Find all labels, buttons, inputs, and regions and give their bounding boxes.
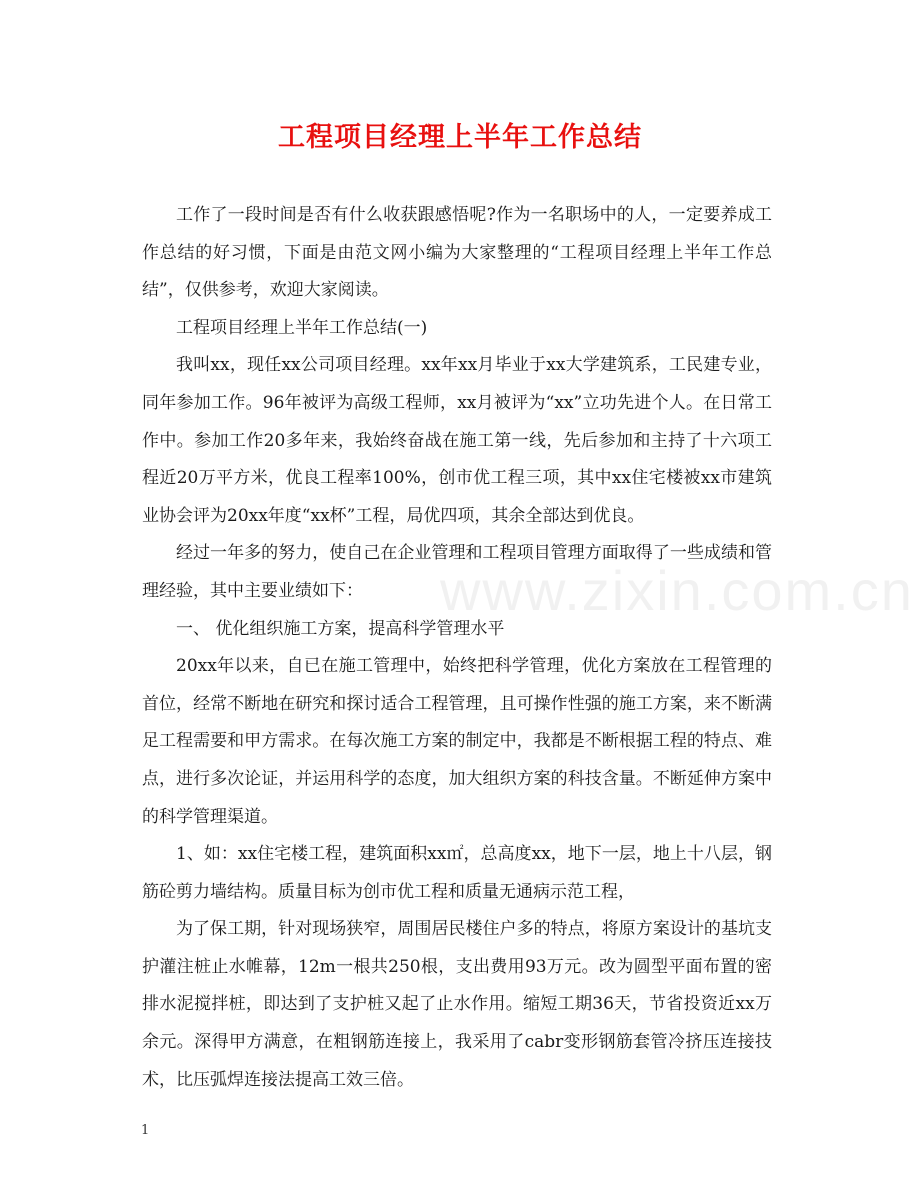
document-title: 工程项目经理上半年工作总结	[278, 122, 642, 153]
body-paragraph: 为了保工期，针对现场狭窄，周围居民楼住户多的特点，将原方案设计的基坑支护灌注桩止水帷幕，12m一根共250根，支出费用93万元。改为圆型平面布置的密排水泥搅拌桩，即达到了支护桩又起了止水作用。缩短工期36天，节省投资近xx万余元。深得甲方满意，在粗钢筋连接上，我采用了cabr变形钢筋套管冷挤压连接技术，比压弧焊连接法提高工效三倍。	[142, 919, 772, 1090]
body-paragraph: 经过一年多的努力，使自己在企业管理和工程项目管理方面取得了一些成绩和管理经验，其中主要业绩如下：	[142, 543, 772, 601]
intro-paragraph: 工作了一段时间是否有什么收获跟感悟呢?作为一名职场中的人，一定要养成工作总结的好习惯，下面是由范文网小编为大家整理的“工程项目经理上半年工作总结”，仅供参考，欢迎大家阅读。	[142, 205, 772, 301]
body-paragraph: 20xx年以来，自已在施工管理中，始终把科学管理，优化方案放在工程管理的首位，经常不断地在研究和探讨适合工程管理，且可操作性强的施工方案，来不断满足工程需要和甲方需求。在每次施工方案的制定中，我都是不断根据工程的特点、难点，进行多次论证，并运用科学的态度，加大组织方案的科技含量。不断延伸方案中的科学管理渠道。	[142, 656, 772, 827]
body-paragraph: 1、如：xx住宅楼工程，建筑面积xx㎡，总高度xx，地下一层，地上十八层，钢筋砼剪力墙结构。质量目标为创市优工程和质量无通病示范工程，	[142, 844, 772, 902]
document-body	[142, 197, 772, 1099]
watermark-text: www.zixin.com.cn	[440, 559, 914, 622]
subsection-heading: 一、 优化组织施工方案，提高科学管理水平	[176, 618, 505, 639]
section-heading: 工程项目经理上半年工作总结(一)	[176, 317, 428, 338]
body-paragraph: 我叫xx，现任xx公司项目经理。xx年xx月毕业于xx大学建筑系，工民建专业，同年参加工作。96年被评为高级工程师，xx月被评为“xx”立功先进个人。在日常工作中。参加工作20多年来，我始终奋战在施工第一线，先后参加和主持了十六项工程近20万平方米，优良工程率100%，创市优工程三项，其中xx住宅楼被xx市建筑业协会评为20xx年度“xx杯”工程，局优四项，其余全部达到优良。	[142, 355, 772, 526]
page-number: 1	[141, 1123, 150, 1138]
